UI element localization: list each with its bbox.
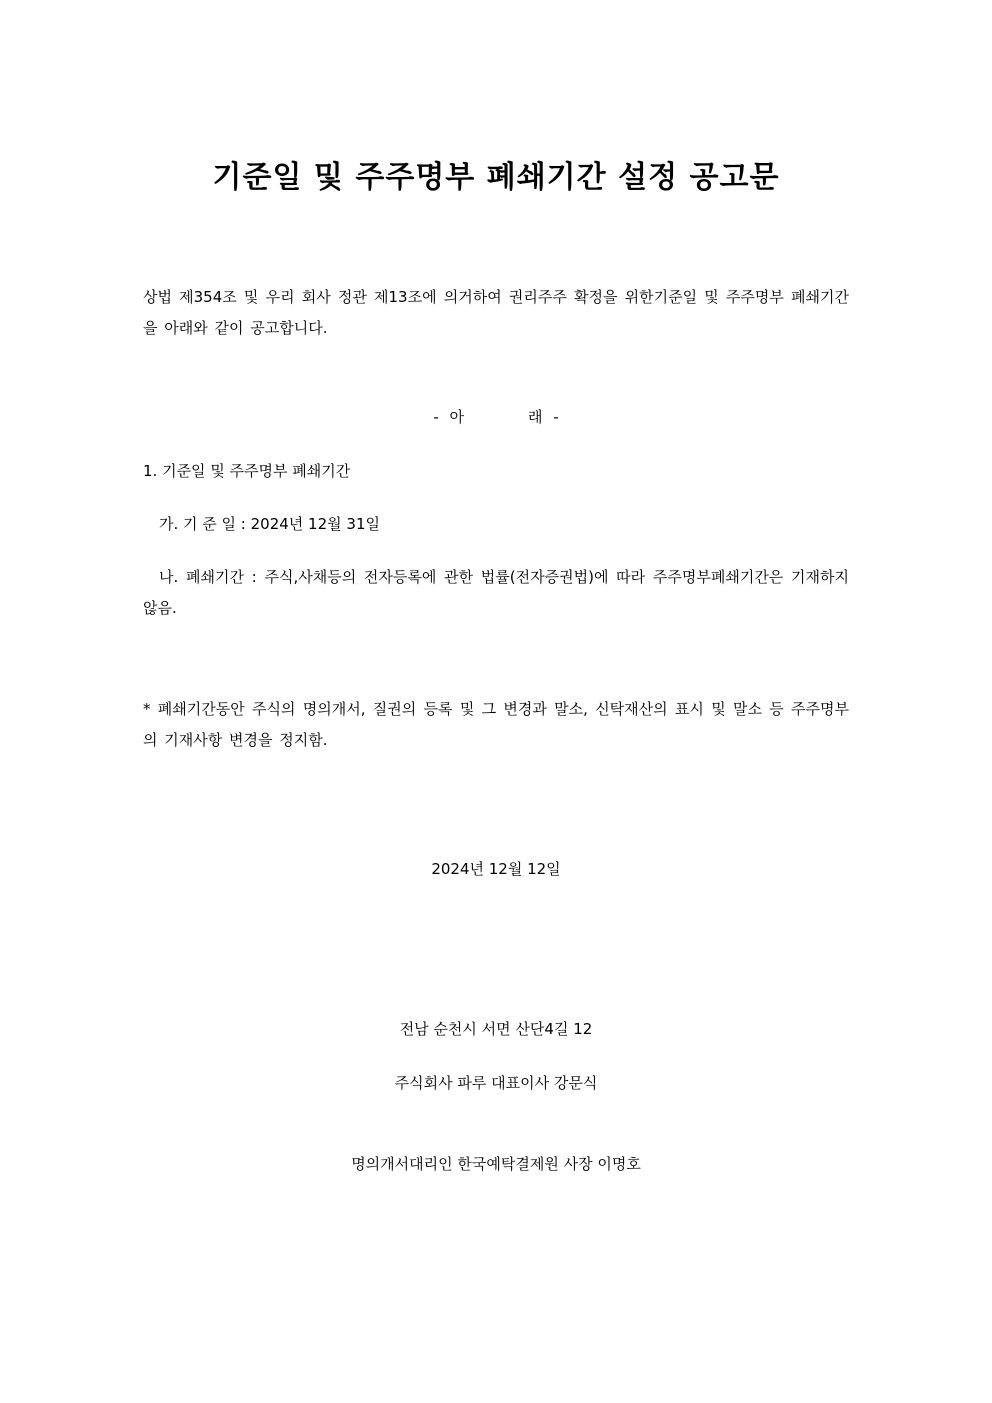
transfer-agent: 명의개서대리인 한국예탁결제원 사장 이명호 [351, 1155, 641, 1173]
intro-paragraph: 상법 제354조 및 우리 회사 정관 제13조에 의거하여 권리주주 확정을 위한기준일 및 주주명부 폐쇄기간을 아래와 같이 공고합니다. [143, 288, 849, 337]
note-paragraph: * 폐쇄기간동안 주식의 명의개서, 질권의 등록 및 그 변경과 말소, 신탁재산의 표시 및 말소 등 주주명부의 기재사항 변경을 정지함. [143, 700, 849, 749]
item-closure-period [143, 562, 849, 624]
item1-heading: 1. 기준일 및 주주명부 폐쇄기간 [143, 462, 351, 480]
company-address: 전남 순천시 서면 산단4길 12 [399, 1020, 593, 1038]
notice-heading-right: 래 - [528, 408, 559, 426]
notice-date: 2024년 12월 12일 [431, 860, 561, 878]
item-record-date: 가. 기 준 일 : 2024년 12월 31일 [159, 515, 380, 533]
item-closure-period-text: 나. 폐쇄기간 : 주식,사채등의 전자등록에 관한 법률(전자증권법)에 따라 주주명부폐쇄기간은 기재하지 않음. [143, 568, 849, 617]
notice-heading [0, 405, 992, 429]
company-representative: 주식회사 파루 대표이사 강문식 [394, 1074, 598, 1092]
document-title: 기준일 및 주주명부 폐쇄기간 설정 공고문 [212, 160, 780, 195]
notice-heading-left: - 아 [433, 408, 464, 426]
